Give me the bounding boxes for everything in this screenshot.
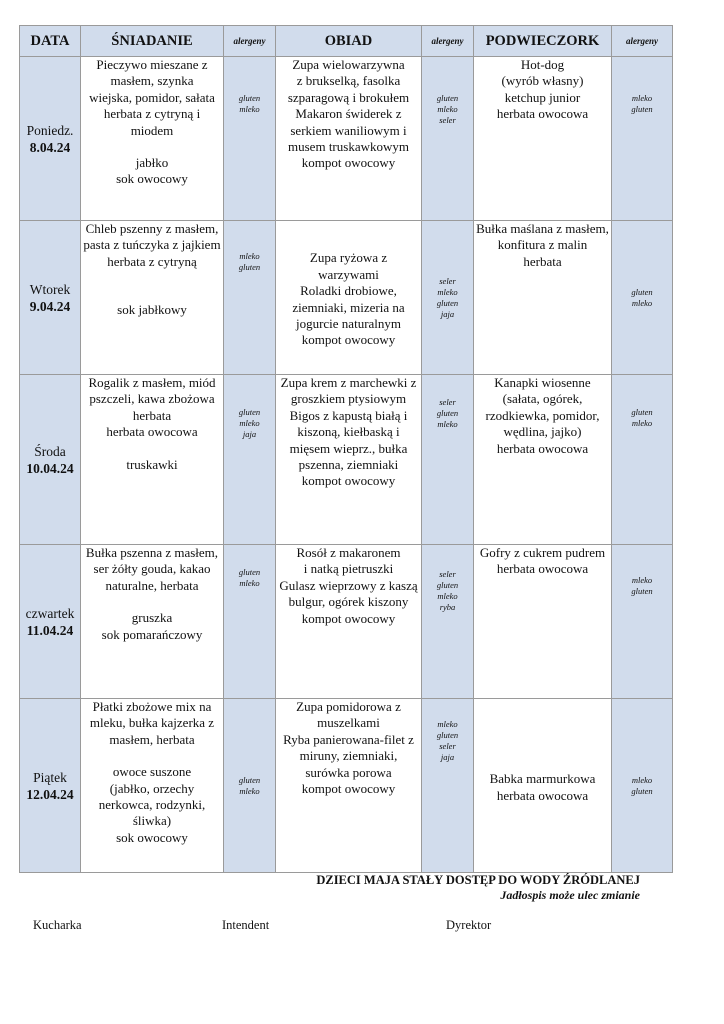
day-cell	[20, 57, 81, 221]
lunch-line: i natką pietruszki	[303, 561, 394, 577]
lunch-line: Zupa krem z marchewki z	[280, 375, 417, 390]
snack-line: herbata owocowa	[496, 787, 589, 803]
allergen-item: mleko	[631, 575, 653, 585]
lunch-line: Zupa pomidorowa z	[296, 699, 401, 714]
lunch-cell	[276, 545, 422, 699]
lunch-line: Makaron świderek z	[295, 106, 402, 122]
breakfast-line: mleku, bułka kajzerka z	[89, 715, 215, 731]
breakfast-line: sok pomarańczowy	[101, 626, 203, 642]
breakfast-allergens-cell	[224, 57, 276, 221]
header-snack: PODWIECZORK	[474, 26, 612, 57]
day-date: 11.04.24	[26, 622, 74, 638]
allergen-item: mleko	[631, 297, 653, 308]
breakfast-line: masłem, herbata	[109, 731, 195, 747]
lunch-line: muszelkami	[317, 715, 380, 731]
breakfast-line: herbata z cytryną	[107, 253, 197, 269]
allergen-item: gluten	[238, 262, 261, 272]
breakfast-line	[81, 270, 223, 286]
breakfast-line: jabłko	[135, 155, 169, 171]
breakfast-line: owoce suszone	[112, 764, 192, 780]
snack-allergens-cell	[612, 221, 673, 375]
day-row	[20, 699, 673, 873]
breakfast-cell	[81, 57, 224, 221]
lunch-line: kiszoną, kiełbaską i	[297, 424, 400, 440]
breakfast-line: herbata z cytryną i	[103, 106, 201, 122]
breakfast-allergens-cell	[224, 221, 276, 375]
allergen-item: mleko	[631, 93, 653, 103]
lunch-line: miruny, ziemniaki,	[299, 748, 398, 764]
lunch-allergens-cell	[422, 545, 474, 699]
water-notice: DZIECI MAJA STAŁY DOSTĘP DO WODY ŹRÓDLANEJ	[316, 873, 640, 887]
allergen-item: gluten	[631, 785, 653, 796]
breakfast-line	[81, 594, 223, 610]
breakfast-line: pasta z tuńczyka z jajkiem	[83, 237, 221, 253]
day-row	[20, 57, 673, 221]
snack-line: herbata owocowa	[496, 440, 589, 456]
day-name: Poniedz.	[26, 122, 74, 138]
snack-line: Babka marmurkowa	[489, 771, 596, 787]
lunch-line: jogurcie naturalnym	[295, 315, 402, 331]
breakfast-line: ser żółty gouda, kakao	[93, 561, 211, 577]
lunch-line: Roladki drobiowe,	[300, 283, 397, 299]
breakfast-line: nerkowca, rodzynki,	[98, 797, 206, 813]
header-lunch-allergens: alergeny	[422, 26, 474, 57]
allergen-item: seler	[439, 397, 456, 407]
header-snack-allergens: alergeny	[612, 26, 673, 57]
header-lunch: OBIAD	[276, 26, 422, 57]
header-breakfast: ŚNIADANIE	[81, 26, 224, 57]
snack-line: (sałata, ogórek,	[502, 391, 583, 407]
lunch-line: Zupa ryżowa z	[309, 250, 388, 266]
breakfast-line: sok owocowy	[116, 171, 188, 187]
allergen-item: mleko	[437, 591, 458, 601]
allergen-item: mleko	[437, 419, 458, 429]
allergen-item: mleko	[437, 719, 458, 729]
lunch-line: Zupa wielowarzywna	[292, 57, 405, 72]
allergen-item: jaja	[242, 429, 257, 439]
lunch-allergens-cell	[422, 375, 474, 545]
change-notice: Jadłospis może ulec zmianie	[500, 888, 640, 902]
lunch-line: warzywami	[318, 266, 379, 282]
lunch-line: kompot owocowy	[301, 332, 396, 348]
breakfast-line: Rogalik z masłem, miód	[88, 375, 216, 390]
lunch-line: kompot owocowy	[301, 155, 396, 171]
breakfast-line: Płatki zbożowe mix na	[92, 699, 212, 714]
day-cell	[20, 221, 81, 375]
menu-table	[19, 25, 673, 873]
breakfast-allergens-cell	[224, 545, 276, 699]
allergen-item: ryba	[439, 602, 456, 612]
lunch-line: mięsem wieprz., bułka	[289, 440, 408, 456]
allergen-item: mleko	[437, 104, 458, 114]
allergen-item: jaja	[440, 752, 455, 762]
allergen-item: jaja	[440, 308, 455, 319]
lunch-line: bulgur, ogórek kiszony	[288, 594, 409, 610]
snack-line: herbata	[523, 253, 562, 269]
lunch-line: pszenna, ziemniaki	[298, 457, 399, 473]
lunch-line: kompot owocowy	[301, 781, 396, 797]
allergen-item: gluten	[238, 93, 261, 103]
allergen-item: gluten	[238, 407, 261, 417]
allergen-item: mleko	[239, 785, 260, 796]
breakfast-line: sok jabłkowy	[117, 302, 187, 318]
snack-cell	[474, 375, 612, 545]
breakfast-allergens-cell	[224, 375, 276, 545]
day-date: 9.04.24	[29, 298, 71, 314]
breakfast-line: miodem	[130, 122, 174, 138]
lunch-line: ziemniaki, mizeria na	[292, 299, 405, 315]
lunch-cell	[276, 221, 422, 375]
lunch-line: kompot owocowy	[301, 610, 396, 626]
breakfast-line: śliwka)	[132, 813, 172, 829]
allergen-item: gluten	[436, 93, 459, 103]
snack-line: Hot-dog	[520, 57, 565, 72]
lunch-line: szparagową i brokułem	[287, 89, 410, 105]
breakfast-cell	[81, 375, 224, 545]
allergen-item: gluten	[436, 408, 459, 418]
allergen-item: gluten	[238, 567, 261, 577]
breakfast-line	[81, 748, 223, 764]
snack-line: rzodkiewka, pomidor,	[485, 407, 600, 423]
day-name: Środa	[34, 443, 66, 459]
lunch-line: z brukselką, fasolka	[296, 73, 401, 89]
snack-cell	[474, 545, 612, 699]
day-cell	[20, 699, 81, 873]
lunch-line: Rosół z makaronem	[296, 545, 401, 560]
day-row	[20, 375, 673, 545]
breakfast-allergens-cell	[224, 699, 276, 873]
snack-allergens-cell	[612, 545, 673, 699]
allergen-item: gluten	[631, 407, 653, 417]
lunch-line: surówka porowa	[305, 764, 392, 780]
allergen-item: gluten	[436, 730, 459, 740]
allergen-item: seler	[439, 115, 456, 125]
lunch-line: Gulasz wieprzowy z kaszą	[279, 577, 418, 593]
breakfast-line	[81, 139, 223, 155]
snack-line: herbata owocowa	[496, 106, 589, 122]
allergen-item: seler	[439, 569, 456, 579]
snack-cell	[474, 699, 612, 873]
snack-line: (wyrób własny)	[501, 73, 584, 89]
snack-line: konfitura z malin	[497, 237, 588, 253]
day-cell	[20, 545, 81, 699]
breakfast-cell	[81, 545, 224, 699]
snack-line: wędlina, jajko)	[503, 424, 582, 440]
snack-allergens-cell	[612, 57, 673, 221]
allergen-item: gluten	[631, 286, 653, 297]
breakfast-line: truskawki	[126, 456, 178, 472]
breakfast-line: Pieczywo mieszane z	[96, 57, 208, 72]
allergen-item: gluten	[631, 104, 653, 114]
breakfast-cell	[81, 221, 224, 375]
day-row	[20, 545, 673, 699]
lunch-allergens-cell	[422, 57, 474, 221]
allergen-item: mleko	[631, 418, 653, 428]
breakfast-line	[81, 441, 223, 457]
header-row	[20, 26, 673, 57]
day-name: Piątek	[33, 769, 67, 785]
lunch-cell	[276, 699, 422, 873]
allergen-item: gluten	[436, 297, 459, 308]
day-cell	[20, 375, 81, 545]
snack-cell	[474, 57, 612, 221]
breakfast-line	[81, 286, 223, 302]
breakfast-line: wiejska, pomidor, sałata	[89, 89, 215, 105]
allergen-item: seler	[439, 275, 456, 286]
allergen-item: mleko	[239, 251, 260, 261]
snack-line: ketchup junior	[504, 89, 581, 105]
allergen-item: mleko	[239, 104, 260, 114]
header-breakfast-allergens: alergeny	[224, 26, 276, 57]
allergen-item: mleko	[239, 418, 260, 428]
snack-line: Kanapki wiosenne	[494, 375, 591, 390]
lunch-line: serkiem waniliowym i	[290, 122, 407, 138]
day-name: Wtorek	[29, 281, 71, 297]
lunch-allergens-cell	[422, 699, 474, 873]
allergen-item: mleko	[239, 578, 260, 588]
snack-line: Bułka maślana z masłem,	[476, 221, 609, 236]
lunch-cell	[276, 57, 422, 221]
lunch-cell	[276, 375, 422, 545]
snack-cell	[474, 221, 612, 375]
snack-line: Gofry z cukrem pudrem	[479, 545, 606, 560]
snack-allergens-cell	[612, 699, 673, 873]
breakfast-line: pszczeli, kawa zbożowa	[89, 391, 215, 407]
lunch-line: Ryba panierowana-filet z	[283, 731, 414, 747]
breakfast-cell	[81, 699, 224, 873]
day-row	[20, 221, 673, 375]
lunch-line: Bigos z kapustą białą i	[289, 407, 408, 423]
breakfast-line: herbata	[132, 407, 172, 423]
breakfast-line: naturalne, herbata	[105, 577, 199, 593]
day-date: 12.04.24	[26, 786, 74, 802]
breakfast-line: gruszka	[131, 610, 173, 626]
lunch-line: musem truskawkowym	[288, 139, 409, 155]
breakfast-line: masłem, szynka	[110, 73, 194, 89]
breakfast-line: herbata owocowa	[106, 424, 198, 440]
day-date: 10.04.24	[26, 460, 74, 476]
lunch-allergens-cell	[422, 221, 474, 375]
signature-director: Dyrektor	[446, 918, 492, 932]
snack-line: herbata owocowa	[496, 561, 589, 577]
breakfast-line: (jabłko, orzechy	[109, 780, 195, 796]
allergen-item: gluten	[238, 774, 261, 785]
breakfast-line: sok owocowy	[116, 829, 188, 845]
signature-cook: Kucharka	[33, 918, 82, 932]
signature-steward: Intendent	[222, 918, 270, 932]
snack-allergens-cell	[612, 375, 673, 545]
day-name: czwartek	[25, 605, 75, 621]
lunch-line: kompot owocowy	[301, 473, 396, 489]
allergen-item: mleko	[631, 774, 653, 785]
lunch-line: groszkiem ptysiowym	[290, 391, 407, 407]
header-date: DATA	[20, 26, 81, 57]
breakfast-line: Bułka pszenna z masłem,	[85, 545, 219, 560]
allergen-item: mleko	[437, 286, 458, 297]
allergen-item: seler	[439, 741, 456, 751]
allergen-item: gluten	[631, 586, 653, 596]
day-date: 8.04.24	[29, 139, 71, 155]
allergen-item: gluten	[436, 580, 459, 590]
breakfast-line: Chleb pszenny z masłem,	[85, 221, 219, 236]
